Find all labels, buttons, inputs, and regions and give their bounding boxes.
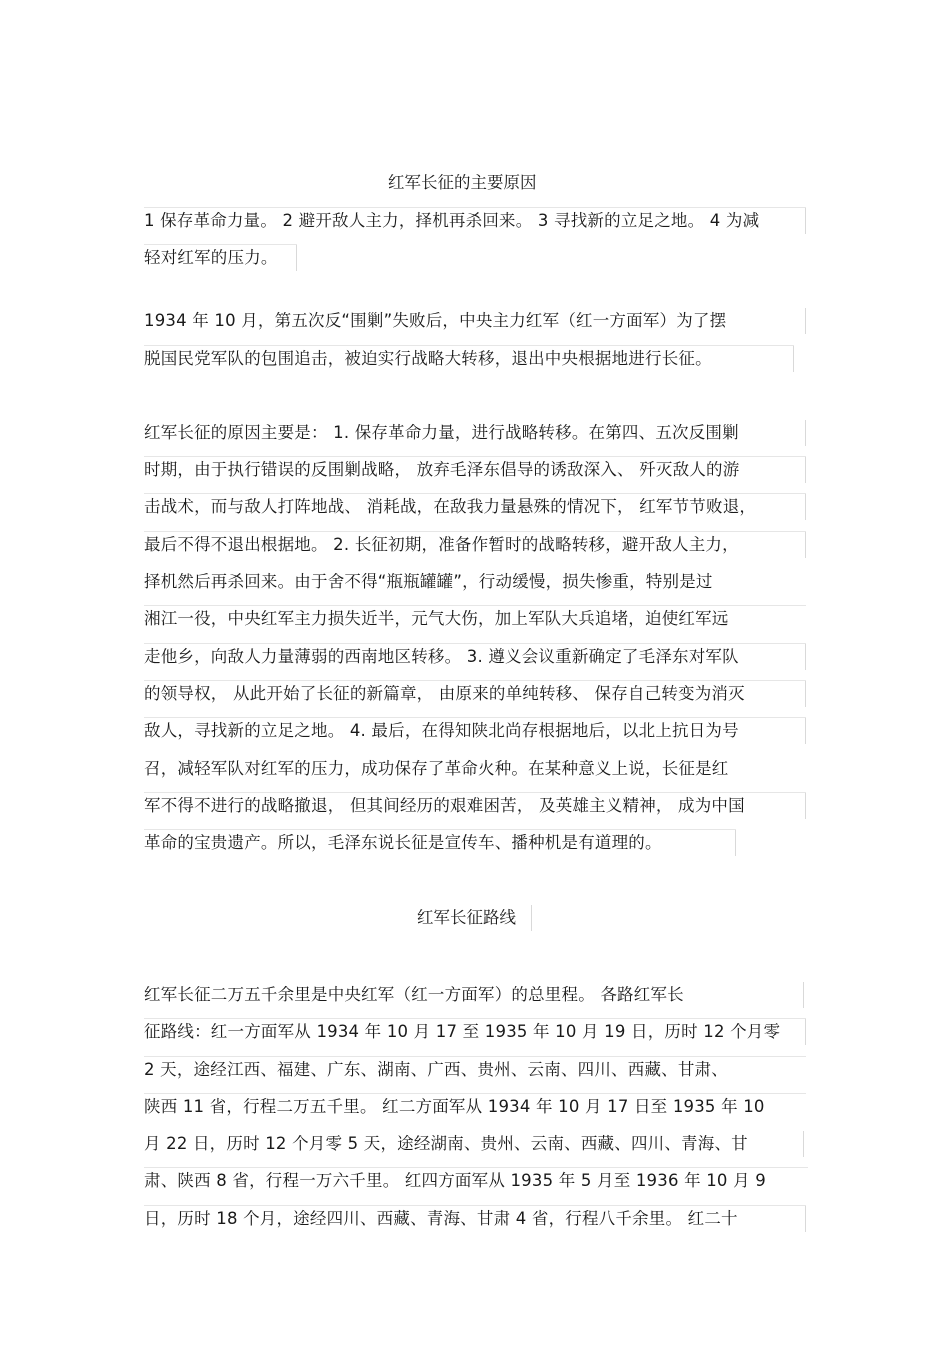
text-rule [805,681,806,707]
section4-line-4: 陕西 11 省，行程二万五千里。 红二方面军从 1934 年 10 月 17 日至 1935 年 10 [144,1097,765,1116]
section4-line-7: 日，历时 18 个月，途经四川、西藏、青海、甘肃 4 省，行程八千余里。 红二十 [144,1209,738,1228]
section3-line-11: 军不得不进行的战略撤退， 但其间经历的艰难困苦， 及英雄主义精神， 成为中国 [144,796,745,815]
section3-line-4: 最后不得不退出根据地。 2. 长征初期，准备作暂时的战略转移，避开敌人主力， [144,535,739,554]
section3-line-3: 击战术，而与敌人打阵地战、 消耗战，在敌我力量悬殊的情况下， 红军节节败退， [144,497,757,516]
text-rule [144,1167,808,1168]
text-rule [805,494,806,520]
text-rule [805,644,806,670]
section1-line-1: 1 保存革命力量。 2 避开敌人主力，择机再杀回来。 3 寻找新的立足之地。 4 为减 [144,211,760,230]
text-rule [803,1131,804,1157]
section3-line-7: 走他乡，向敌人力量薄弱的西南地区转移。 3. 遵义会议重新确定了毛泽东对军队 [144,647,739,666]
section3-line-9: 敌人，寻找新的立足之地。 4. 最后，在得知陕北尚存根据地后，以北上抗日为号 [144,721,739,740]
text-rule [805,420,806,446]
text-rule [805,308,806,334]
section3-line-6: 湘江一役，中央红军主力损失近半，元气大伤，加上军队大兵追堵，迫使红军远 [144,609,729,628]
text-rule [805,208,806,234]
text-rule [296,245,297,271]
text-rule [144,643,806,644]
text-rule [144,1018,806,1019]
text-rule [144,345,794,346]
text-rule [793,346,794,372]
text-rule [144,456,806,457]
text-rule [144,829,736,830]
section4-line-6: 肃、陕西 8 省，行程一万六千里。 红四方面军从 1935 年 5 月至 1936 年 10 月 9 [144,1171,766,1190]
text-rule [144,1093,806,1094]
text-rule [144,717,806,718]
text-rule [735,830,736,856]
section3-line-1: 红军长征的原因主要是： 1. 保存革命力量，进行战略转移。在第四、五次反围剿 [144,423,739,442]
text-rule [144,493,806,494]
text-rule [144,531,806,532]
text-rule [805,1019,806,1045]
text-rule [144,605,806,606]
text-rule [144,1205,806,1206]
section1-title: 红军长征的主要原因 [388,173,537,192]
section3-line-2: 时期，由于执行错误的反围剿战略， 放弃毛泽东倡导的诱敌深入、 歼灭敌人的游 [144,460,740,479]
text-rule [805,457,806,483]
section2-line-1: 1934 年 10 月，第五次反“围剿”失败后，中央主力红军（红一方面军）为了摆 [144,311,727,330]
text-rule [144,244,297,245]
text-rule [805,718,806,744]
section2-line-2: 脱国民党军队的包围追击，被迫实行战略大转移，退出中央根据地进行长征。 [144,349,712,368]
section4-line-1: 红军长征二万五千余里是中央红军（红一方面军）的总里程。 各路红军长 [144,985,684,1004]
text-rule [803,982,804,1008]
text-rule [805,793,806,819]
text-rule [805,532,806,558]
section3-line-8: 的领导权， 从此开始了长征的新篇章， 由原来的单纯转移、 保存自己转变为消灭 [144,684,745,703]
text-rule [144,207,806,208]
section4-title: 红军长征路线 [417,908,516,927]
section3-line-5: 择机然后再杀回来。由于舍不得“瓶瓶罐罐”，行动缓慢，损失惨重，特别是过 [144,572,713,591]
section1-line-2: 轻对红军的压力。 [144,248,278,267]
text-rule [144,680,806,681]
section3-line-10: 召，减轻军队对红军的压力，成功保存了革命火种。在某种意义上说，长征是红 [144,759,729,778]
section3-line-12: 革命的宝贵遗产。所以，毛泽东说长征是宣传车、播种机是有道理的。 [144,833,662,852]
section4-line-2: 征路线：红一方面军从 1934 年 10 月 17 至 1935 年 10 月 19 日，历时 12 个月零 [144,1022,781,1041]
section4-line-5: 月 22 日，历时 12 个月零 5 天，途经湖南、贵州、云南、西藏、四川、青海、甘 [144,1134,748,1153]
text-rule [144,792,806,793]
text-rule [805,1206,806,1232]
section4-line-3: 2 天，途经江西、福建、广东、湖南、广西、贵州、云南、四川、西藏、甘肃、 [144,1060,728,1079]
text-rule [531,905,532,931]
text-rule [144,1056,806,1057]
